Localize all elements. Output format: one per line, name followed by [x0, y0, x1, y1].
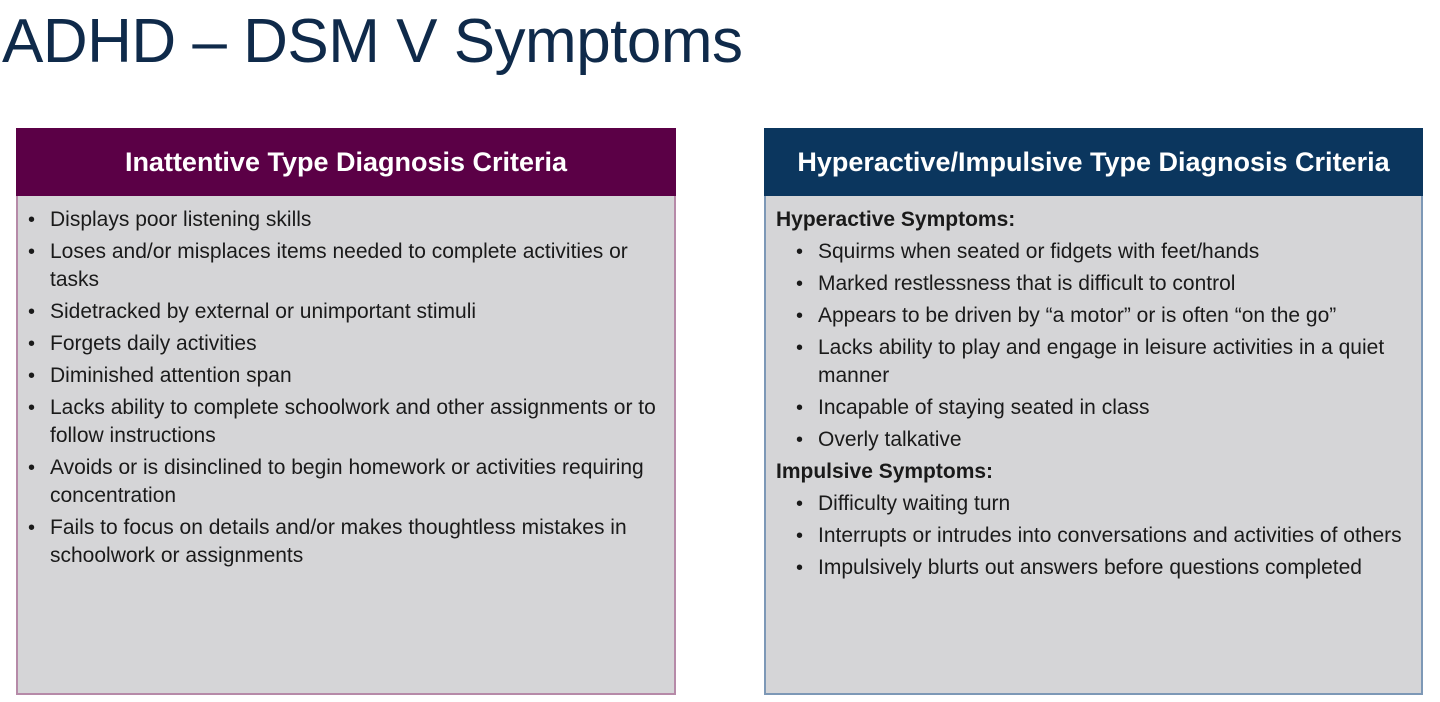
list-item: • Squirms when seated or fidgets with feet/hands: [794, 238, 1409, 266]
list-item: • Lacks ability to play and engage in leisure activities in a quiet manner: [794, 334, 1409, 390]
inattentive-panel-body: [18, 196, 674, 570]
list-item: • Incapable of staying seated in class: [794, 394, 1409, 422]
list-item: • Marked restlessness that is difficult to control: [794, 270, 1409, 298]
list-item: • Appears to be driven by “a motor” or is often “on the go”: [794, 302, 1409, 330]
list-item: • Displays poor listening skills: [26, 206, 658, 234]
inattentive-panel-header: Inattentive Type Diagnosis Criteria: [16, 128, 676, 196]
inattentive-panel: [16, 128, 676, 695]
list-item: • Loses and/or misplaces items needed to complete activities or tasks: [26, 238, 658, 294]
list-item: • Difficulty waiting turn: [794, 490, 1409, 518]
hyperactive-panel: [764, 128, 1423, 695]
list-item: • Avoids or is disinclined to begin homework or activities requiring concentration: [26, 454, 658, 510]
slide-title: ADHD – DSM V Symptoms: [2, 7, 743, 76]
impulsive-symptoms-heading: Impulsive Symptoms:: [776, 460, 994, 483]
list-item: • Overly talkative: [794, 426, 1409, 454]
list-item: • Diminished attention span: [26, 362, 658, 390]
hyperactive-symptoms-heading: Hyperactive Symptoms:: [776, 208, 1016, 231]
hyperactive-panel-header: Hyperactive/Impulsive Type Diagnosis Criteria: [764, 128, 1423, 196]
hyperactive-list: [776, 238, 1409, 454]
hyperactive-panel-body: [766, 196, 1421, 582]
impulsive-list: [776, 490, 1409, 582]
list-item: • Sidetracked by external or unimportant stimuli: [26, 298, 658, 326]
inattentive-list: [26, 206, 658, 570]
list-item: • Fails to focus on details and/or makes thoughtless mistakes in schoolwork or assignments: [26, 514, 658, 570]
list-item: • Lacks ability to complete schoolwork and other assignments or to follow instructions: [26, 394, 658, 450]
list-item: • Impulsively blurts out answers before questions completed: [794, 554, 1409, 582]
list-item: • Forgets daily activities: [26, 330, 658, 358]
list-item: • Interrupts or intrudes into conversations and activities of others: [794, 522, 1409, 550]
